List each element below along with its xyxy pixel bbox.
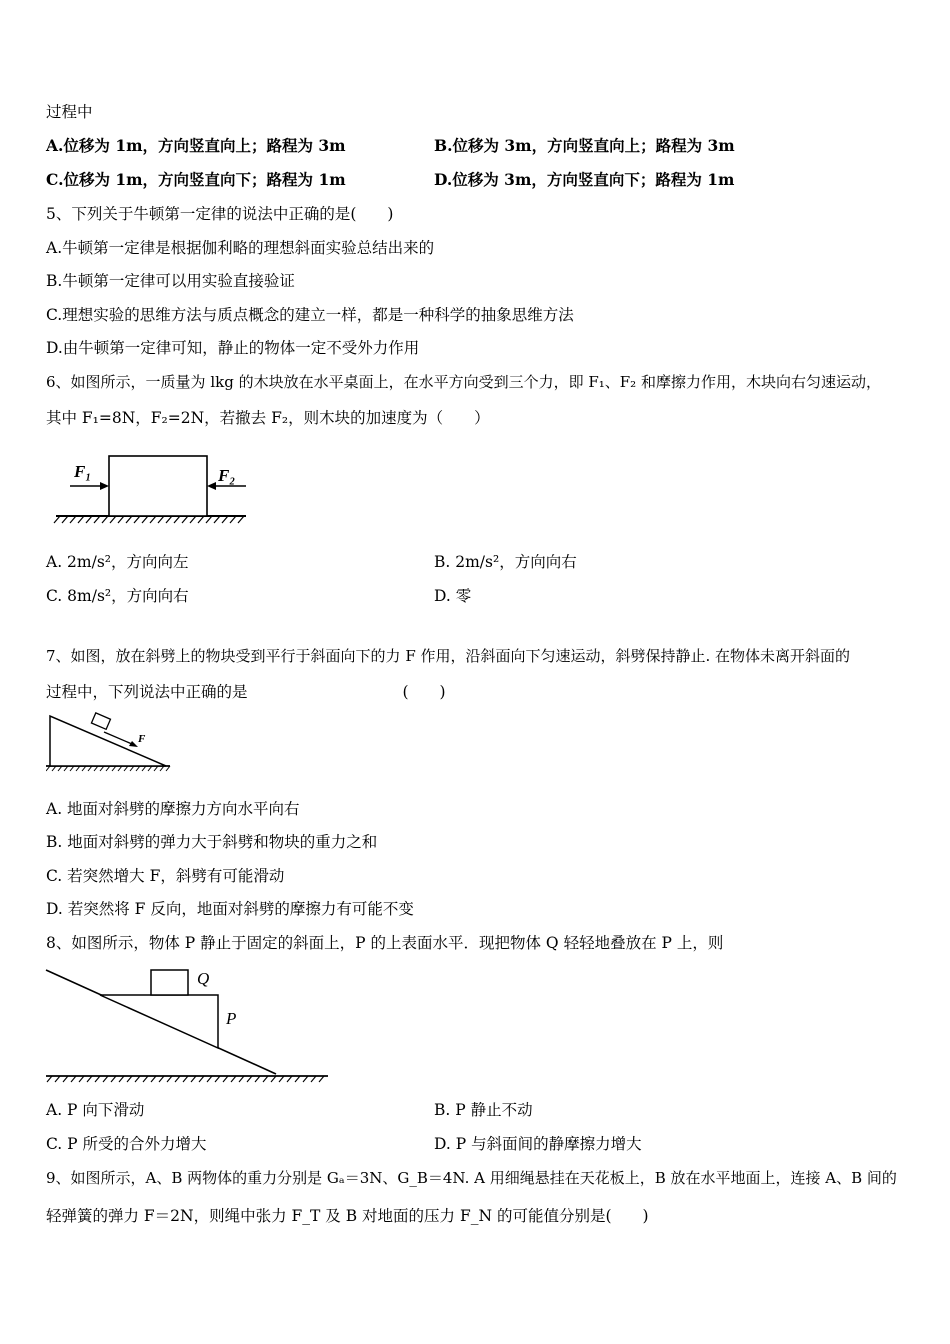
q4-option-c[interactable]: C.位移为 1m，方向竖直向下；路程为 1m [46,170,346,189]
q5-option-c[interactable]: C.理想实验的思维方法与质点概念的建立一样，都是一种科学的抽象思维方法 [46,306,574,324]
q8-option-d[interactable]: D. P 与斜面间的静摩擦力增大 [434,1135,642,1153]
q9-stem-line2: 轻弹簧的弹力 F＝2N，则绳中张力 F_T 及 B 对地面的压力 F_N 的可能值分别是( ) [46,1207,649,1225]
q6-option-c[interactable]: C. 8m/s²，方向向右 [46,587,189,605]
q8-ground-hatch [47,1076,324,1082]
q7-stem-line2: 过程中，下列说法中正确的是 ( ) [46,683,446,701]
q6-option-d[interactable]: D. 零 [434,587,472,605]
q6-block [109,456,207,516]
q8-incline-figure [44,962,334,1088]
q8-q-label: Q [197,969,210,988]
q7-option-a[interactable]: A. 地面对斜劈的摩擦力方向水平向右 [46,800,300,818]
q4-option-d[interactable]: D.位移为 3m，方向竖直向下；路程为 1m [434,170,735,189]
q5-option-b[interactable]: B.牛顿第一定律可以用实验直接验证 [46,272,295,290]
q5-option-d[interactable]: D.由牛顿第一定律可知，静止的物体一定不受外力作用 [46,339,420,357]
q6-stem-line1: 6、如图所示，一质量为 lkg 的木块放在水平桌面上，在水平方向受到三个力，即 F₁、F₂ 和摩擦力作用，木块向右匀速运动， [46,373,881,391]
q7-wedge-figure [46,712,176,774]
q6-f1-label: F₁ [74,462,92,481]
q7-block [91,713,110,729]
q7-f-label: F [138,733,146,745]
q8-option-c[interactable]: C. P 所受的合外力增大 [46,1135,207,1153]
q7-stem-line1: 7、如图，放在斜劈上的物块受到平行于斜面向下的力 F 作用，沿斜面向下匀速运动，斜劈保持静止. 在物体未离开斜面的 [46,647,851,665]
q8-option-a[interactable]: A. P 向下滑动 [46,1101,145,1119]
q8-stem: 8、如图所示，物体 P 静止于固定的斜面上，P 的上表面水平．现把物体 Q 轻轻地叠放在 P 上，则 [46,934,724,952]
q8-option-b[interactable]: B. P 静止不动 [434,1101,533,1119]
q9-stem-line1: 9、如图所示，A、B 两物体的重力分别是 Gₐ＝3N、G_B＝4N. A 用细绳悬挂在天花板上，B 放在水平地面上，连接 A、B 间的 [46,1169,897,1187]
q5-stem: 5、下列关于牛顿第一定律的说法中正确的是( ) [46,205,394,223]
q6-f2-label: F₂ [218,466,236,485]
q6-stem-line2: 其中 F₁=8N，F₂=2N，若撤去 F₂，则木块的加速度为（ ） [46,409,490,427]
q6-option-b[interactable]: B. 2m/s²，方向向右 [434,553,577,571]
q6-option-a[interactable]: A. 2m/s²，方向向左 [46,553,189,571]
q4-option-b[interactable]: B.位移为 3m，方向竖直向上；路程为 3m [434,136,735,155]
q8-block-q [151,970,188,995]
q7-option-b[interactable]: B. 地面对斜劈的弹力大于斜劈和物块的重力之和 [46,833,378,851]
q8-block-p [100,995,218,1048]
q6-block-force-figure [46,450,256,530]
q6-ground-hatch [54,516,244,523]
q4-option-a[interactable]: A.位移为 1m，方向竖直向上；路程为 3m [46,136,346,155]
q4-stem-tail: 过程中 [46,103,93,121]
q7-option-d[interactable]: D. 若突然将 F 反向，地面对斜劈的摩擦力有可能不变 [46,900,414,918]
q5-option-a[interactable]: A.牛顿第一定律是根据伽利略的理想斜面实验总结出来的 [46,239,435,257]
q8-p-label: P [226,1009,237,1028]
q7-option-c[interactable]: C. 若突然增大 F，斜劈有可能滑动 [46,867,285,885]
